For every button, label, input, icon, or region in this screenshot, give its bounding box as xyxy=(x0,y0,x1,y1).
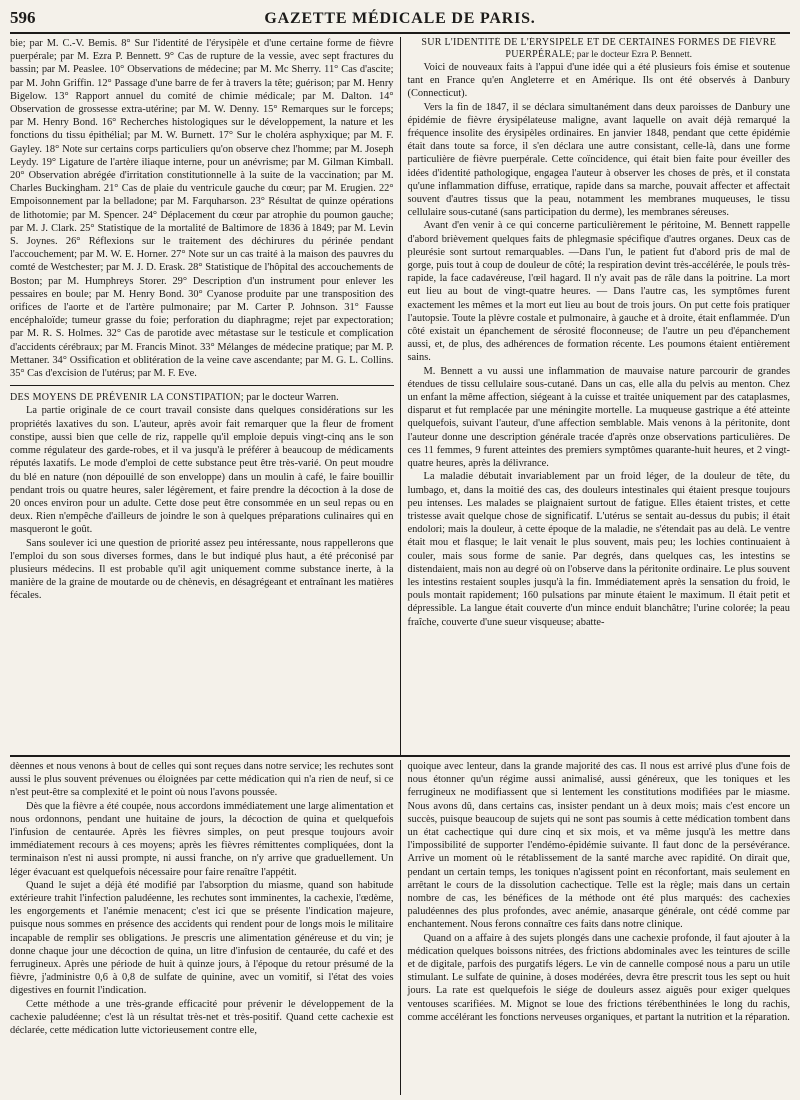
lower-right-column xyxy=(401,760,791,1095)
section-title: DES MOYENS DE PRÉVENIR LA CONSTIPATION xyxy=(10,392,241,404)
section-author: ; par le docteur Ezra P. Bennett. xyxy=(571,50,693,60)
journal-title: GAZETTE MÉDICALE DE PARIS. xyxy=(264,10,536,27)
paragraph: Quand le sujet a déjà été modifié par l'absorption du miasme, quand son habitude extérieure trahit l'infection paludéenne, les rechutes sont imminentes, la cachexie, l'œdème, les engorgements et l'anémie menacent; c'est ici que se présente l'indication majeure, puisque nous sommes en présence des accidents qui rendent pour de longs mois le militaire incapable de remplir ses obligations. Je prescris une alimentation généreuse et du vin; je donne chaque jour une décoction de quina, un litre d'infusion de centaurée, du café et des ferrugineux. Après une période de huit à quinze jours, à l'époque du retour présumé de la fièvre, j'administre 0,6 à 0,8 de sulfate de quinine, avec un vomitif, si l'état des voies digestives en fournit l'indication. xyxy=(10,879,394,997)
section-divider xyxy=(10,385,394,386)
lower-section xyxy=(10,760,790,1095)
page-header xyxy=(10,6,790,34)
paragraph: dèennes et nous venons à bout de celles qui sont reçues dans notre service; les rechutes sont aussi le plus souvent prévenues ou éloignées par cette médication qui n'a rien de neuf, si ce n'est peut-être sa complexité et le point où nous l'avons poussée. xyxy=(10,761,394,799)
paragraph: Quand on a affaire à des sujets plongés dans une cachexie profonde, il faut ajouter à la médication quelques boissons nitrées, des frictions abdominales avec les teintures de scille et de digitale, parfois des purgatifs légers. Le vin de cannelle composé nous a paru un utile stimulant. Le sulfate de quinine, à doses modérées, devra être prescrit tous les sept ou huit jours. La rate est quelquefois le siége de douleurs assez aiguës pour exiger quelques ventouses scarifiées. M. Mignot se loue des frictions térébenthinées le long du rachis, comme accélérant les fonctions nerveuses organiques, et partant la nutrition et la réparation. xyxy=(407,932,790,1023)
section-title: SUR L'IDENTITÉ DE L'ÉRYSIPÈLE ET DE CERTAINES FORMES DE FIÈVRE PUERPÉRALE xyxy=(421,37,777,60)
page-number: 596 xyxy=(10,8,36,27)
paragraph: Sans soulever ici une question de priorité assez peu intéressante, nous rappellerons que l'emploi du son sous diverses formes, dans le but indiqué plus haut, a été préconisé par plusieurs médecins. Il est probable qu'il agit uniquement comme substance inerte, à la manière de la graine de moutarde ou de chènevis, en désagrégeant et entraînant les matières fécales. xyxy=(10,537,394,602)
paragraph: Avant d'en venir à ce qui concerne particulièrement le péritoine, M. Bennett rappelle d'abord brièvement quelques faits de phlegmasie spécifique d'autres organes. Deux cas de pleurésie sont surtout remarquables. —Dans l'un, le patient fut d'abord pris de mal de gorge, puis tout à coup de douleur de côté; la respiration devint très-accélérée, le pouls très-rapide, la face cadavéreuse, l'œil hagard. Il n'y avait pas de râle dans la poitrine. La mort eut lieu au bout de vingt-quatre heures. — Dans l'autre cas, les symptômes furent exactement les mêmes et la mort eut lieu au bout de trois jours. On put cette fois pratiquer l'autopsie. Toute la plèvre costale et pulmonaire, à gauche et à droite, était enflammée. D'un côté existait un épanchement de sérosité floconneuse; de l'autre un peu d'épanchement aussi, et, de plus, des adhérences de formation récente. Les poumons étaient entièrement sains. xyxy=(407,220,790,364)
upper-right-column xyxy=(401,37,791,755)
paragraph: Voici de nouveaux faits à l'appui d'une idée qui a été plusieurs fois émise et soutenue tant en France qu'en Angleterre et en Amérique. Ils ont été observés à Danbury (Connecticut). xyxy=(407,62,790,100)
erysipelas-section-heading xyxy=(408,37,791,61)
lower-left-column xyxy=(10,760,400,1095)
section-author: ; par le docteur Warren. xyxy=(240,392,339,404)
paragraph: Cette méthode a une très-grande efficacité pour prévenir le développement de la cachexie paludéenne; c'est là un résultat très-net et très-positif. Quand cette cachexie est déclarée, cette médication lutte victorieusement contre elle, xyxy=(10,998,394,1037)
constipation-section-heading xyxy=(10,391,394,404)
publication-list: bie; par M. C.-V. Bemis. 8° Sur l'identité de l'érysipèle et d'une certaine forme de fièvre puerpérale; par M. Ezra P. Bennett. 9° Cas de rupture de la vessie, avec sept fractures du bassin; par M. Peaslee. 10° Observations de médecine; par M. Mc Sherry. 11° Cas d'ascite; par M. John Griffin. 12° Passage d'une barre de fer à travers la tête; guérison; par M. Henry Bigelow. 13° Rapport annuel du comité de chimie médicale; par M. Dalton. 14° Observation de grossesse extra-utérine; par M. W. Denny. 15° Remarques sur le forceps; par M. Henry Bond. 16° Recherches histologiques sur le développement, la nature et les fonctions du tissu épithélial; par M. W. Burnett. 17° Sur le choléra asphyxique; par M. F. Gayley. 18° Note sur certains corps particuliers qu'on observe chez l'homme; par M. Joseph Leydy. 19° Ligature de l'artère iliaque interne, pour un anévrisme; par M. Gilman Kimball. 20° Observation abrégée d'irritation constitutionnelle à la suite de la vaccination; par M. Charles Buckingham. 21° Cas de plaie du ventricule gauche du cœur; par M. Erugien. 22° Empoisonnement par la belladone; par M. Farquharson. 23° Résultat de quinze opérations de lithotomie; par M. Spencer. 24° Déplacement du cœur par atrophie du poumon gauche; par M. J. Clark. 25° Statistique de la mortalité de Baltimore de 1836 à 1849; par M. Levin S. Joynes. 26° Réflexions sur le traitement des déchirures du périnée pendant l'accouchement; par M. W. E. Horner. 27° Note sur un cas traité à la maison des pauvres du comté de Westchester; par M. J. D. Erask. 28° Statistique de l'hôpital des accouchements de Boston; par M. Humphreys Storer. 29° Description d'un instrument pour enlever les pessaires en boule; par M. Henry Bond. 30° Cyanose produite par une transposition des orifices de l'aorte et de l'artère pulmonaire; par M. Carter P. Johnson. 31° Fausse encéphaloïde; tumeur grasse du foie; perforation du diaphragme; rejet par expectoration; par M. R. S. Holmes. 32° Cas de parotide avec métastase sur le testicule et complication d'accidents cérébraux; par M. Francis Minot. 33° Mélanges de médecine pratique; par M. P. Mettaner. 34° Ossification et oblitération de la veine cave ascendante; par M. G. L. Collins. 35° Cas d'excision de l'utérus; par M. F. Eve. xyxy=(10,38,394,380)
paragraph: Vers la fin de 1847, il se déclara simultanément dans deux paroisses de Danbury une épidémie de fièvre érysipélateuse maligne, avant laquelle on avait déjà remarqué la fréquence insolite des érysipèles ordinaires. En janvier 1848, pendant que cette épidémie était dans toute sa force, il s'en déclara une autre consistant, celle-là, dans une forme particulière de fièvre puerpérale. Cette coïncidence, qui était bien faite pour éveiller des idées d'identité pathologique, engagea l'auteur à observer les choses de près, et il constata qu'une inflammation diffuse, erratique, rapide dans sa marche, pouvait affecter et affectait souvent d'autres tissus que la peau, notamment les membranes muqueuses, le tissu cellulaire sous-cutané (sans participation du derme), les membranes séreuses. xyxy=(407,101,790,219)
paragraph: La partie originale de ce court travail consiste dans quelques considérations sur les propriétés laxatives du son. L'auteur, après avoir fait remarquer que la fleur de froment constipe, aussi bien que celle de riz, rappelle qu'il emploie depuis vingt-cinq ans le son comme régulateur des garde-robes, et il va jusqu'à le préférer à beaucoup de médicaments réputés laxatifs. Le mode d'emploi de cette substance peut être très-varié. On peut moudre du blé en nature (non dépouillé de son enveloppe) dans un moulin à café, le faire bouillir pendant trois ou quatre heures, saler légèrement, et faire prendre la décoction à la dose de 20 onces environ pour un adulte. Cette dose peut être consommée en un seul repas ou en deux. Rien n'empêche d'ailleurs de joindre le son à quelques préparations culinaires qui en masqueront le goût. xyxy=(10,405,394,536)
upper-left-column xyxy=(10,37,400,755)
paragraph: La maladie débutait invariablement par un froid léger, de la douleur de tête, du lumbago, et, dans la moitié des cas, des douleurs intestinales qui étaient presque toujours peu intenses. Les malades se plaignaient surtout de fatigue. Elles étaient tristes, et cette tristesse avait quelque chose de significatif. L'utérus se sentait au-dessus du pubis; il était endolori; mais la douleur, à cette époque de la maladie, ne s'étendait pas au delà. Le ventre était mou et flasque; le lait venait le plus souvent, mais peu; les lochies continuaient à couler, mais sous forme de sanie. Par degrés, dans quelques cas, les intestins se distendaient, mais non au degré où on l'observe dans la péritonite ordinaire. Le plus souvent les intestins restaient souples jusqu'à la fin. Immédiatement après la sensation du froid, le pouls montait rapidement; 160 pulsations par minute étaient le maximum. Il était petit et dépressible. La langue était couverte d'un mince enduit blanchâtre; l'urine colorée; la peau fraîche, couverte d'une sueur visqueuse; abatte- xyxy=(407,471,790,628)
paragraph: M. Bennett a vu aussi une inflammation de mauvaise nature parcourir de grandes étendues de tissu cellulaire sous-cutané. Dans un cas, elle alla du pelvis au menton. Chez un enfant la même affection, siégeant à la cuisse et traitée uniquement par des cataplasmes, disparut et fut remplacée par une méningite mortelle. La muqueuse gastrique a été atteinte quelquefois, suivant l'auteur, d'une affection semblable. Mais venons à la péritonite, dont l'auteur donne une description générale tracée d'après onze observations particulières. De ces 11 femmes, 9 furent atteintes des premiers symptômes quarante-huit heures, et 2 vingt-quatre heures, après la délivrance. xyxy=(407,365,790,470)
upper-section xyxy=(10,37,790,757)
paragraph: Dès que la fièvre a été coupée, nous accordons immédiatement une large alimentation et nous ordonnons, pendant une huitaine de jours, la décoction de quina et quelquefois l'infusion de centaurée. Après les fièvres simples, on peut presque toujours avoir immédiatement recours à ces moyens; après les fièvres rémittentes compliquées, dont la terminaison n'est ni aussi prompte, ni aussi franche, on n'y arrive que graduellement. Un léger évacuant est quelquefois nécessaire pour faire renaître l'appétit. xyxy=(10,800,394,878)
paragraph: quoique avec lenteur, dans la grande majorité des cas. Il nous est arrivé plus d'une fois de nous étonner qu'un régime aussi animalisé, aussi généreux, que les toniques et les ferrugineux ne modifiassent que si lentement les constitutions modifiées par le miasme. Nous avons dû, dans certains cas, insister pendant un à deux mois; mais c'est encore un succès, puisque beaucoup de sujets qui ne sont pas soumis à cette médication tombent dans un état cachectique qui dure cinq et six mois, et va même jusqu'à les mettre dans l'impossibilité de supporter l'endémo-épidémie suivante. Il faut donc de la persévérance. Arrive un moment où le rétablissement de la santé marche avec rapidité. On dirait que, pendant un certain temps, les toniques n'agissent point en réconfortant, mais seulement en arrêtant le cours de la dissolution cachectique. Telle est la règle; mais dans un certain nombre de cas, les bénéfices de la méthode ont été plus marqués: des cachexies paludéennes des plus profondes, avec anémie, anasarque générale, ont cédé comme par enchantement. Nous ferons connaître ces faits dans notre clinique. xyxy=(407,761,790,931)
